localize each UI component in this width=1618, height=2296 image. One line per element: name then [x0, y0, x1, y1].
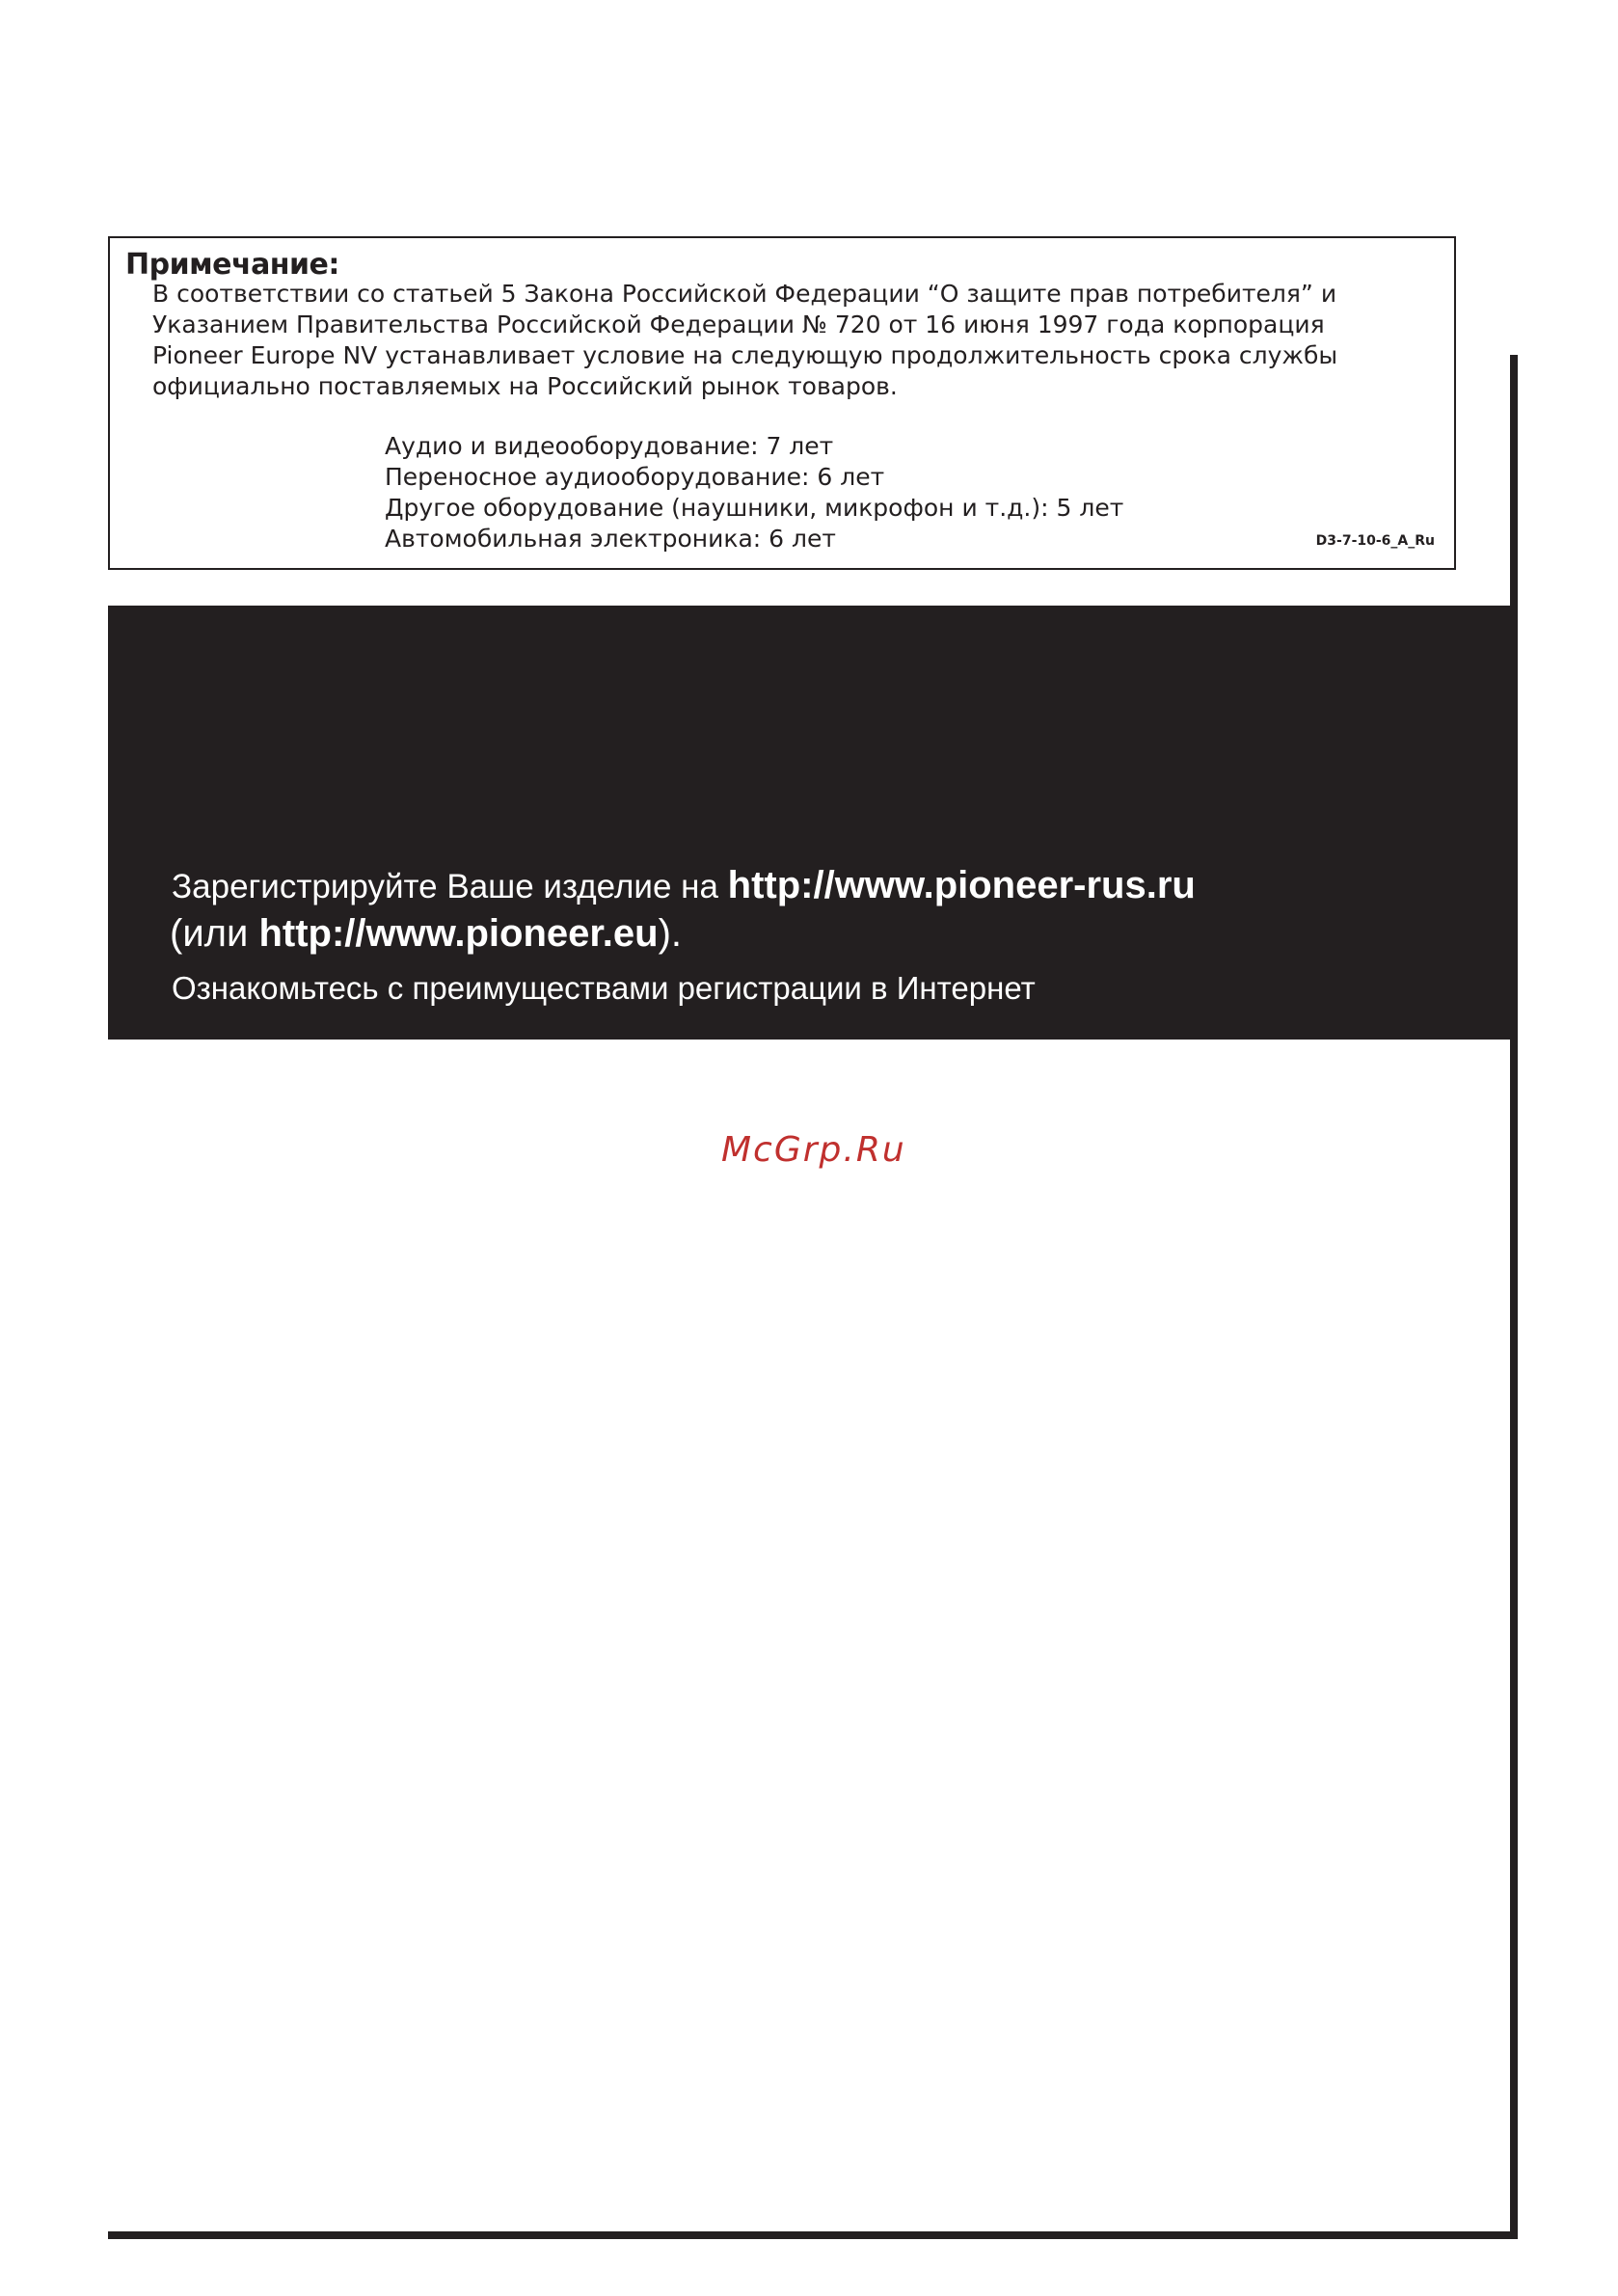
note-title: Примечание: [125, 248, 339, 282]
service-life-list [385, 431, 1123, 554]
registration-banner [108, 606, 1510, 1040]
banner-register-line [172, 864, 1196, 907]
note-paragraph-line: официально поставляемых на Российский рынок товаров. [152, 372, 898, 400]
pioneer-rus-link[interactable]: http://www.pioneer-rus.ru [727, 864, 1196, 906]
bottom-border-rule [108, 2231, 1518, 2239]
pioneer-eu-link[interactable]: http://www.pioneer.eu [258, 912, 659, 955]
banner-benefits-line: Ознакомьтесь с преимуществами регистрации в Интернет [172, 970, 1036, 1006]
banner-alt-link-line [170, 912, 682, 956]
banner-alt-suffix: ). [658, 912, 682, 955]
note-paragraph-line: Pioneer Europe NV устанавливает условие на следующую продолжительность срока службы [152, 341, 1338, 369]
document-code: D3-7-10-6_A_Ru [1315, 533, 1435, 549]
banner-register-text: Зарегистрируйте Ваше изделие на [172, 868, 728, 905]
service-life-item: Другое оборудование (наушники, микрофон и т.д.): 5 лет [385, 494, 1124, 522]
watermark-text: McGrp.Ru [721, 1130, 906, 1170]
service-life-item: Аудио и видеооборудование: 7 лет [385, 432, 834, 460]
service-life-item: Автомобильная электроника: 6 лет [385, 525, 836, 553]
warranty-note-box [108, 236, 1456, 570]
note-paragraph [152, 279, 1425, 402]
note-paragraph-line: Указанием Правительства Российской Федерации № 720 от 16 июня 1997 года корпорация [152, 311, 1325, 338]
banner-alt-prefix: (или [170, 912, 259, 955]
service-life-item: Переносное аудиооборудование: 6 лет [385, 463, 885, 491]
right-border-rule [1510, 355, 1518, 2239]
note-paragraph-line: В соответствии со статьей 5 Закона Российской Федерации “О защите прав потребителя” и [152, 280, 1337, 308]
